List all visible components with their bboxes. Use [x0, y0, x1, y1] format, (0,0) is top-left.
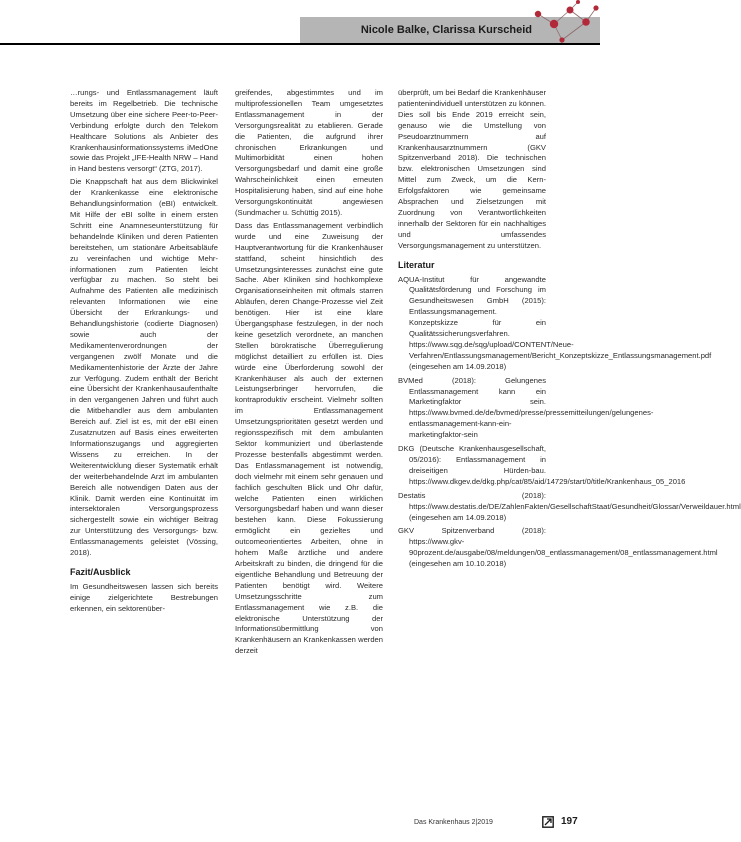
text-column-1 — [70, 88, 218, 617]
paragraph: überprüft, um bei Bedarf die Krankenhäuser patientenindividuell unterstützen zu können. Dies soll bis Ende 2019 erreicht sein, genauso wie die Umstellung von Pseudoarztnummern auf Krankenhausarztnummern (GKV Spitzenverband 2018). Die technischen bzw. elektronischen Umsetzungen sind Mittel zum Zweck, um die Kern-Erfolgsfaktoren wie gemeinsame Absprachen und Zielsetzungen mit Zuordnung von Verantwortlichkeiten innerhalb der Sektoren für ein nachhaltiges und umfassendes Versorgungsmanagement zu unterstützen. — [398, 88, 546, 250]
section-heading-conclusion: Fazit/Ausblick — [70, 566, 131, 577]
reference-entry: DKG (Deutsche Krankenhausgesellschaft, 05/2016): Entlassmanagement in dreiseitigen Hürden-bau. https://www.dkgev.de/dkg.php/cat/85/aid/14729/start/0/title/Krankenhaus_05_2016 — [398, 444, 686, 486]
paragraph: …rungs- und Entlassmanagement läuft bereits im Regelbetrieb. Die technische Umsetzung über eine sichere Peer-to-Peer-Verbindung erfolgte durch den Telekom Healthcare Solutions als Anbieter des Krankenhausinformationssystems iMedOne sowie das Projekt „IFE-Health NRW – Hand in Hand bestens versorgt“ (ZTG, 2017). — [70, 88, 218, 174]
footer-publication: Das Krankenhaus 2|2019 — [414, 819, 493, 826]
reference-entry: GKV Spitzenverband (2018): https://www.gkv-90prozent.de/ausgabe/08/meldungen/08_entlassmanagement/08_entlassmanagement.html (eingesehen am 10.10.2018) — [398, 526, 718, 569]
section-heading-literature: Literatur — [398, 259, 435, 270]
paragraph: Die Knappschaft hat aus dem Blickwinkel der Krankenkasse eine elektronische Behandlungsinformation (eBI) entwickelt. Mit Hilfe der eBI sollte in einem ersten Schritt eine Anamneseunterstützung für behandelnde Kliniken und deren Patienten bereitstehen, um stationäre Arbeitsabläufe zu vereinfachen und wichtige Mehr-informationen zum Patienten leicht verfügbar zu machen. So steht bei Aufnahme des Patienten alle medizinisch relevanten Informationen wie eine Übersicht der Erkrankungs- und Behandlungshistorie (codierte Diagnosen) sowie auch der Medikamentenverordnungen der vergangenen zwölf Monate und die Medikamentenhistorie der Ärzte der Jahre zur Verfügung. Zudem enthält der Bericht eine Übersicht der Krankenhausaufenthalte in den vergangenen Jahren und führt auch die Mitbehandler aus dem ambulanten Bereich auf. Ziel ist es, mit der eBI einen Zusatznutzen auf Basis eines erweiterten Informationszugangs und aggregierten Wissens zu erreichen. In der Weiterentwicklung dieser Systematik erhält der weiterbehandelnde Arzt im ambulanten Bereich alle notwendigen Daten aus der Klinik. Damit werden eine Kontinuität im intersektoralen Versorgungsprozess sichergestellt sowie ein wichtiger Beitrag zur Unterstützung des Versorgungs- bzw. Entlassmanagements geleistet (Vössing, 2018). — [70, 177, 218, 558]
molecule-network-decoration — [532, 0, 600, 46]
paragraph: Im Gesundheitswesen lassen sich bereits einige zielgerichtete Bestrebungen erkennen, ein sektorenüber- — [70, 581, 218, 613]
page-number: 197 — [561, 816, 578, 827]
reference-entry: AQUA-Institut für angewandte Qualitätsförderung und Forschung im Gesundheitswesen GmbH (2015): Entlassungsmanagement. Konzeptskizze für ein Qualitätssicherungsverfahren. https://www.sqg.de/sqg/upload/CONTENT/Neue-Verfahren/Entlassungsmanagement/Bericht_Konzeptskizze_Entlassungsmanagement.pdf (eingesehen am 14.09.2018) — [398, 274, 712, 371]
paragraph: greifendes, abgestimmtes und im multiprofessionellen Team umgesetztes Entlassmanagement in der Versorgungsrealität zu etablieren. Gerade die Patienten, die aufgrund ihrer chronischen Erkrankungen und Multimorbidität einen hohen Versorgungsbedarf und damit eine große Wahrscheinlichkeit einen erneuten Hospitalisierung haben, sind auf eine hohe Versorgungskontinuität angewiesen (Sundmacher u. Schüttig 2015). — [235, 88, 383, 217]
text-column-3 — [398, 88, 741, 573]
paragraph: Dass das Entlassmanagement verbindlich wurde und eine Zuweisung der Hauptverantwortung für die Krankenhäuser stattfand, scheint hinsichtlich des Umsetzungsinteresses zunächst eine gute Sache. Aber Kliniken sind hochkomplexe Organisationseinheiten mit oftmals starren Abläufen, deren Change-Prozesse viel Zeit benötigen. Hier ist eine klare Übergangsphase festzulegen, in der noch keine gesetzlich verordnete, an manchen Stellen bürokratische Überregulierung möglichst detailliert zu erfüllen ist. Dies würde eine Überforderung sowohl der Krankenhäuser als auch der externen Leistungserbringer hervorrufen, die kontraproduktiv erscheint. Vielmehr sollten im Entlassmanagement Umsetzungsprioritäten gesetzt werden und regionsspezifisch mit dem ambulanten Sektor kommuniziert und überlastende Prozesse bestenfalls abgestimmt werden. Das Entlassmanagement ist notwendig, doch vielmehr mit einem sehr genauen und fachlich geschulten Blick und Ohr dafür, welche Patienten einen wirklichen Versorgungsbedarf haben und wann dieser bestehen kann. Diese Fokussierung ermöglicht ein gezieltes und outcomeorientiertes Arbeiten, ohne in hohem Maße ärztliche und andere Arbeitskraft zu binden, die dringend für die eigentliche Behandlung und Betreuung der Patienten benötigt wird. Weitere Umsetzungsschritte zum Entlassmanagement wie z.B. die elektronische Unterstützung der Informationsübermittlung von Krankenhäusern an Krankenkassen werden derzeit — [235, 220, 383, 656]
text-column-2 — [235, 88, 383, 659]
page-marker-icon — [542, 816, 554, 828]
header-rule — [0, 43, 600, 45]
reference-entry: Destatis (2018): https://www.destatis.de/DE/ZahlenFakten/GesellschaftStaat/Gesundheit/Glossar/Verweildauer.html (eingesehen am 14.09.2018) — [398, 490, 741, 522]
reference-entry: BVMed (2018): Gelungenes Entlassmanagement kann ein Marketingfaktor sein. https://www.bvmed.de/de/bvmed/presse/pressemitteilungen/gelungenes-entlassmanagement-kann-ein-marketingfaktor-sein — [398, 375, 654, 440]
running-header-authors: Nicole Balke, Clarissa Kurscheid — [360, 24, 532, 36]
